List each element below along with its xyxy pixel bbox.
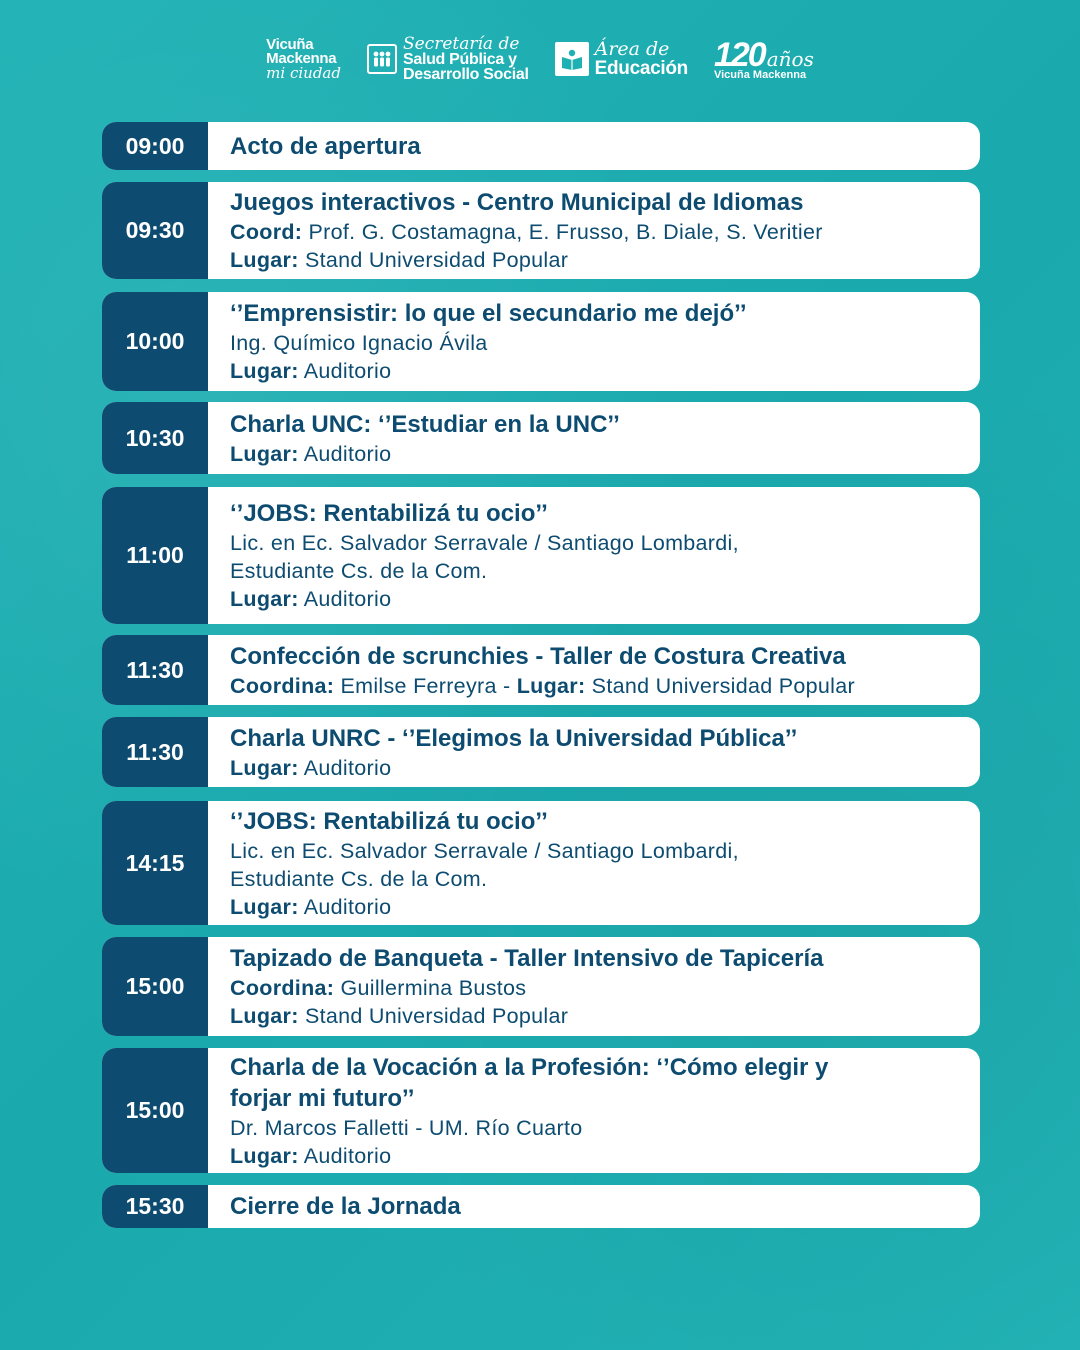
- event-title: ‘’JOBS: Rentabilizá tu ocio’’: [230, 807, 548, 835]
- event-title: Charla de la Vocación a la Profesión: ‘’Cómo elegir y: [230, 1053, 829, 1081]
- lugar-value: Stand Universidad Popular: [585, 673, 855, 698]
- event-title: Cierre de la Jornada: [230, 1193, 461, 1220]
- event-title: Acto de apertura: [230, 132, 421, 160]
- event-time: 11:30: [102, 717, 208, 787]
- lugar-label: Lugar:: [230, 755, 299, 780]
- event-time: 09:00: [102, 122, 208, 170]
- logo-line: Secretaría de: [402, 33, 520, 54]
- header-logos: [0, 28, 1080, 90]
- lugar-label: Lugar:: [230, 359, 299, 383]
- lugar-label: Lugar:: [230, 248, 299, 272]
- event-time: 10:00: [102, 292, 208, 391]
- schedule-item: [102, 122, 980, 170]
- event-title: Charla UNRC - ‘’Elegimos la Universidad Pública’’: [230, 724, 798, 752]
- event-time: 15:30: [102, 1185, 208, 1228]
- lugar-value: Auditorio: [298, 894, 392, 919]
- event-time: 11:30: [102, 635, 208, 705]
- coord-label: Coordina:: [230, 673, 335, 698]
- event-time: 09:30: [102, 182, 208, 279]
- logo-area-educacion: [555, 40, 688, 78]
- schedule-item: [102, 801, 980, 925]
- lugar-label: Lugar:: [230, 587, 299, 611]
- schedule-item: [102, 1048, 980, 1173]
- logo-line: Educación: [594, 58, 688, 79]
- lugar-value: Auditorio: [298, 755, 392, 780]
- coord-value: Prof. G. Costamagna, E. Frusso, B. Diale, S. Veritier: [302, 220, 823, 244]
- schedule-item: [102, 292, 980, 391]
- schedule-item: [102, 937, 980, 1036]
- people-icon: [367, 44, 397, 74]
- event-speaker: Lic. en Ec. Salvador Serravale / Santiago Lombardi,: [230, 531, 739, 555]
- event-title: ‘’Emprensistir: lo que el secundario me dejó’’: [230, 300, 747, 327]
- anniversary-word: años: [766, 46, 814, 71]
- event-time: 14:15: [102, 801, 208, 925]
- event-time: 15:00: [102, 1048, 208, 1173]
- coord-label: Coord:: [230, 220, 303, 244]
- schedule-item: [102, 182, 980, 279]
- schedule-item: [102, 1185, 980, 1228]
- lugar-value: Auditorio: [298, 359, 392, 383]
- logo-line: Mackenna: [266, 49, 337, 67]
- lugar-value: Auditorio: [298, 1143, 392, 1168]
- logo-line: Área de: [594, 38, 670, 60]
- lugar-value: Auditorio: [298, 441, 392, 466]
- event-title: Tapizado de Banqueta - Taller Intensivo de Tapicería: [230, 945, 824, 972]
- schedule-item: [102, 402, 980, 474]
- logo-line: Desarrollo Social: [402, 66, 529, 84]
- event-title: Charla UNC: ‘’Estudiar en la UNC’’: [230, 410, 620, 438]
- anniversary-number: 120: [713, 35, 765, 74]
- event-title-cont: forjar mi futuro’’: [230, 1084, 415, 1112]
- schedule-item: [102, 487, 980, 624]
- lugar-label: Lugar:: [230, 441, 299, 466]
- logo-vicuna-mackenna: [266, 35, 341, 83]
- schedule-item: [102, 717, 980, 787]
- coord-value: Emilse Ferreyra -: [334, 673, 517, 698]
- event-time: 15:00: [102, 937, 208, 1036]
- event-title: Confección de scrunchies - Taller de Costura Creativa: [230, 642, 846, 670]
- lugar-label: Lugar:: [516, 673, 586, 698]
- logo-secretaria-salud: [367, 33, 529, 84]
- logo-120-anos: [713, 35, 814, 81]
- event-title: ‘’JOBS: Rentabilizá tu ocio’’: [230, 500, 548, 527]
- event-time: 11:00: [102, 487, 208, 624]
- lugar-value: Auditorio: [298, 587, 392, 611]
- lugar-value: Stand Universidad Popular: [298, 248, 569, 272]
- lugar-label: Lugar:: [230, 1004, 299, 1028]
- book-icon: [555, 42, 589, 76]
- lugar-label: Lugar:: [230, 1143, 299, 1168]
- anniversary-sub: Vicuña Mackenna: [713, 68, 807, 81]
- schedule-item: [102, 635, 980, 705]
- coord-value: Guillermina Bustos: [334, 976, 527, 1000]
- event-time: 10:30: [102, 402, 208, 474]
- logo-line: mi ciudad: [266, 64, 341, 83]
- event-speaker: Estudiante Cs. de la Com.: [230, 866, 488, 891]
- event-speaker: Estudiante Cs. de la Com.: [230, 559, 488, 583]
- lugar-value: Stand Universidad Popular: [298, 1004, 569, 1028]
- event-speaker: Lic. en Ec. Salvador Serravale / Santiago Lombardi,: [230, 838, 739, 863]
- logo-line: Vicuña: [266, 35, 314, 53]
- event-speaker: Dr. Marcos Falletti - UM. Río Cuarto: [230, 1115, 583, 1140]
- logo-line: Salud Pública y: [402, 50, 517, 68]
- lugar-label: Lugar:: [230, 894, 299, 919]
- event-title: Juegos interactivos - Centro Municipal de Idiomas: [230, 189, 804, 216]
- coord-label: Coordina:: [230, 976, 335, 1000]
- event-speaker: Ing. Químico Ignacio Ávila: [230, 331, 488, 355]
